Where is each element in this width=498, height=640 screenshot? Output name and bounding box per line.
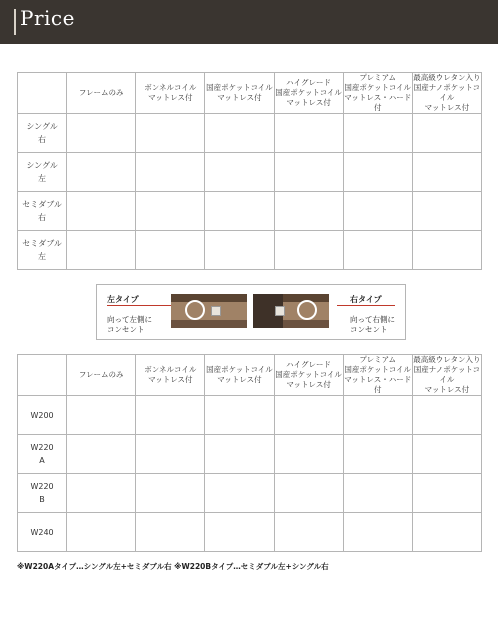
- row-label: W220 A: [18, 435, 67, 474]
- header-cell: ハイグレード 国産ポケットコイル マットレス付: [274, 355, 343, 396]
- price-cell: [205, 474, 274, 513]
- table-row: [18, 114, 482, 153]
- table-row: [18, 192, 482, 231]
- header-cell: ボンネルコイル マットレス付: [136, 73, 205, 114]
- price-cell: [67, 513, 136, 552]
- price-cell: [205, 513, 274, 552]
- table-row: [18, 474, 482, 513]
- left-type-description: 向って左側に コンセント: [107, 315, 152, 334]
- price-cell: [136, 153, 205, 192]
- price-cell: [136, 396, 205, 435]
- price-cell: [67, 114, 136, 153]
- row-label: W200: [18, 396, 67, 435]
- price-cell: [343, 231, 412, 270]
- price-cell: [205, 192, 274, 231]
- row-label: シングル 左: [18, 153, 67, 192]
- outlet-icon: [275, 306, 285, 316]
- highlight-circle-icon: [297, 300, 317, 320]
- header-cell: プレミアム 国産ポケットコイル マットレス・ハード付: [344, 355, 412, 394]
- price-cell: [136, 513, 205, 552]
- price-cell: [274, 231, 343, 270]
- price-cell: [412, 114, 481, 153]
- header-cell: [18, 73, 67, 114]
- footnote: ※W220Aタイプ…シングル左+セミダブル右 ※W220Bタイプ…セミダブル左+シングル右: [17, 562, 329, 571]
- left-type-block: [107, 295, 152, 335]
- page-title: Price: [20, 6, 75, 30]
- price-cell: [136, 114, 205, 153]
- header-cell: フレームのみ: [67, 73, 136, 114]
- row-label: W220 B: [18, 474, 67, 513]
- table-row: [18, 153, 482, 192]
- price-cell: [136, 192, 205, 231]
- left-type-label: 左タイプ: [107, 295, 139, 304]
- price-cell: [136, 231, 205, 270]
- price-cell: [412, 474, 481, 513]
- header-cell: プレミアム 国産ポケットコイル マットレス・ハード付: [344, 73, 412, 112]
- header-cell: 国産ポケットコイル マットレス付: [205, 355, 274, 396]
- header-cell: 国産ポケットコイル マットレス付: [205, 73, 274, 114]
- row-label: シングル 右: [18, 114, 67, 153]
- price-cell: [205, 114, 274, 153]
- price-cell: [343, 114, 412, 153]
- price-cell: [274, 435, 343, 474]
- header-cell: 最高級ウレタン入り 国産ナノポケットコイル マットレス付: [413, 73, 481, 112]
- price-cell: [67, 153, 136, 192]
- outlet-icon: [211, 306, 221, 316]
- table-row: [18, 435, 482, 474]
- table-header-row: [18, 73, 482, 114]
- price-cell: [343, 396, 412, 435]
- price-cell: [343, 192, 412, 231]
- price-cell: [67, 192, 136, 231]
- right-type-label: 右タイプ: [350, 295, 382, 304]
- price-cell: [343, 513, 412, 552]
- right-type-block: [350, 295, 395, 335]
- price-cell: [67, 474, 136, 513]
- price-table-widths: [17, 354, 482, 552]
- right-type-description: 向って右側に コンセント: [350, 315, 395, 334]
- price-cell: [205, 153, 274, 192]
- table-row: [18, 396, 482, 435]
- price-cell: [205, 231, 274, 270]
- price-cell: [274, 474, 343, 513]
- right-outlet-photo: [253, 294, 329, 328]
- header-cell: フレームのみ: [67, 355, 136, 396]
- outlet-type-illustration: [96, 284, 406, 340]
- header-cell: 最高級ウレタン入り 国産ナノポケットコイル マットレス付: [413, 355, 481, 394]
- price-cell: [67, 435, 136, 474]
- price-cell: [412, 396, 481, 435]
- price-cell: [136, 474, 205, 513]
- price-cell: [274, 396, 343, 435]
- row-label: セミダブル 右: [18, 192, 67, 231]
- row-label: W240: [18, 513, 67, 552]
- price-header: [0, 0, 498, 44]
- header-cell: ボンネルコイル マットレス付: [136, 355, 205, 396]
- price-cell: [274, 153, 343, 192]
- header-cell: [18, 355, 67, 396]
- price-cell: [412, 153, 481, 192]
- price-cell: [274, 114, 343, 153]
- price-cell: [67, 396, 136, 435]
- price-cell: [343, 153, 412, 192]
- highlight-circle-icon: [185, 300, 205, 320]
- price-cell: [412, 192, 481, 231]
- price-table-single-semidouble: [17, 72, 482, 270]
- price-cell: [205, 435, 274, 474]
- price-cell: [205, 396, 274, 435]
- table-row: [18, 231, 482, 270]
- row-label: セミダブル 左: [18, 231, 67, 270]
- price-cell: [274, 513, 343, 552]
- price-cell: [412, 231, 481, 270]
- price-cell: [274, 192, 343, 231]
- left-outlet-photo: [171, 294, 247, 328]
- price-cell: [67, 231, 136, 270]
- header-accent-bar: [14, 9, 16, 35]
- price-cell: [343, 435, 412, 474]
- header-cell: ハイグレード 国産ポケットコイル マットレス付: [274, 73, 343, 114]
- table-row: [18, 513, 482, 552]
- price-cell: [136, 435, 205, 474]
- table-header-row: [18, 355, 482, 396]
- price-cell: [343, 474, 412, 513]
- price-cell: [412, 513, 481, 552]
- price-cell: [412, 435, 481, 474]
